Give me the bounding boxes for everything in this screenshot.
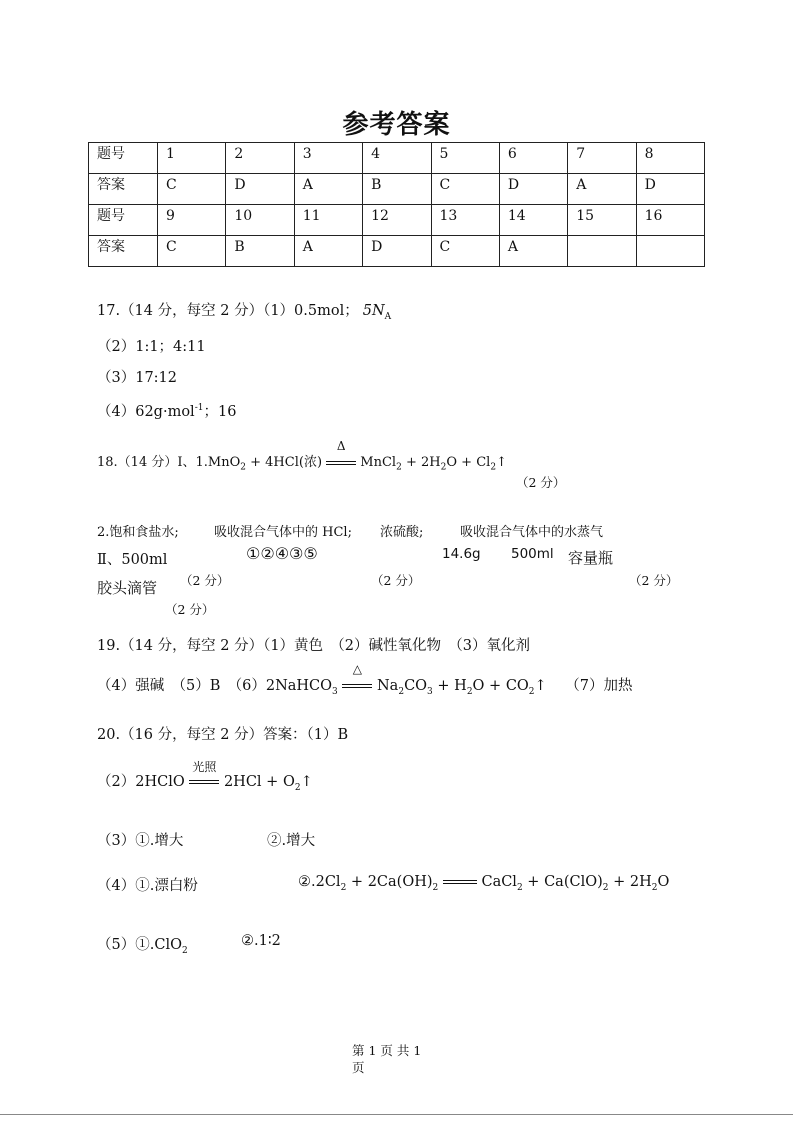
q20-line-4a: （4）①.漂白粉	[97, 878, 198, 894]
q18-line-4a: 胶头滴管	[97, 579, 158, 597]
q18-score-4: （2 分）	[629, 573, 679, 588]
q20-clo2: ClO	[154, 937, 182, 953]
q18-line-2b: 吸收混合气体中的 HCl;	[214, 525, 352, 540]
q18-label: 18.（14 分）Ⅰ、1.	[97, 455, 208, 470]
q18-plus: +	[461, 455, 473, 470]
q20-line-1: 20.（16 分，每空 2 分）答案：（1）B	[97, 727, 349, 743]
table-cell: 7	[568, 143, 636, 174]
q17-header-text: 17.（14 分，每空 2 分）（1）0.5mol；	[97, 303, 359, 319]
table-cell	[568, 236, 636, 267]
q19-sub: 3	[427, 686, 433, 697]
table-cell: 1	[158, 143, 226, 174]
table-cell: B	[226, 236, 294, 267]
q20-sub: 2	[602, 882, 609, 893]
table-cell: A	[294, 174, 362, 205]
q18-sub: 2	[490, 462, 497, 473]
table-cell: 9	[158, 205, 226, 236]
table-cell: 题号	[89, 205, 158, 236]
table-cell: 3	[294, 143, 362, 174]
q20-line-4b	[298, 874, 669, 893]
table-cell: C	[158, 174, 226, 205]
q20-e-p1: CaCl	[481, 874, 517, 890]
table-cell	[636, 236, 704, 267]
q18-sub: 2	[396, 462, 402, 473]
q20-plus: +	[266, 774, 279, 790]
q20-plus: +	[527, 874, 540, 890]
q18-score-1: （2 分）	[516, 475, 566, 490]
q18-reaction-condition	[326, 439, 356, 470]
q20-sub: 2	[294, 782, 301, 793]
table-cell: 15	[568, 205, 636, 236]
q19-line-1: 19.（14 分，每空 2 分）（1）黄色 （2）碱性氧化物 （3）氧化剂	[97, 638, 530, 654]
q18-score-2: （2 分）	[180, 573, 230, 588]
q20-reaction-condition	[189, 760, 219, 790]
table-cell: 题号	[89, 143, 158, 174]
heat-symbol: Δ	[336, 439, 346, 453]
q20-line-3b: ②.增大	[267, 833, 316, 849]
table-cell: 2	[226, 143, 294, 174]
q19-p5: CO	[505, 678, 529, 694]
answer-table	[88, 142, 705, 267]
q18-plus: +	[405, 455, 417, 470]
table-cell: D	[363, 236, 431, 267]
q17-answer-4-exp: -1	[194, 403, 204, 414]
table-cell: A	[568, 174, 636, 205]
q17-answer-3: （3）17:12	[97, 370, 178, 386]
q19-reaction-condition	[342, 662, 372, 694]
q19-line-2-b: （7）加热	[565, 678, 633, 694]
q18-mncl2: MnCl	[360, 455, 397, 470]
up-arrow: ↑	[496, 455, 507, 470]
table-cell: 6	[499, 143, 567, 174]
q20-e-oh: (OH)	[396, 874, 433, 890]
page-footer-line-2: 页	[352, 1060, 365, 1075]
q19-plus: +	[489, 678, 502, 694]
equals-sign	[189, 777, 219, 787]
q18-sub: 2	[240, 462, 246, 473]
table-cell: A	[294, 236, 362, 267]
q19-p3: H	[454, 678, 467, 694]
q20-e-p2: Ca	[544, 874, 564, 890]
table-cell: 11	[294, 205, 362, 236]
q18-line-3b: ①②④③⑤	[246, 544, 318, 563]
table-cell: D	[226, 174, 294, 205]
table-cell: 5	[431, 143, 499, 174]
table-cell: A	[499, 236, 567, 267]
q20-line-5b: ②.1∶2	[241, 933, 281, 949]
q18-score-3: （2 分）	[371, 573, 421, 588]
q18-line-3a: Ⅱ、500ml	[97, 552, 168, 568]
q19-p1: Na	[376, 678, 399, 694]
q18-score-5: （2 分）	[165, 602, 215, 617]
q20-plus: +	[613, 874, 626, 890]
q18-cl2: Cl	[476, 455, 491, 470]
avogadro-sub: A	[384, 311, 392, 322]
table-cell: D	[636, 174, 704, 205]
q20-sub: 2	[516, 882, 523, 893]
q18-h2o-o: O	[446, 455, 458, 470]
table-row	[89, 205, 705, 236]
q19-plus: +	[437, 678, 450, 694]
q20-e-o: O	[657, 874, 670, 890]
up-arrow: ↑	[300, 774, 313, 790]
q20-e-clo: (ClO)	[563, 874, 603, 890]
q18-line-3d: 500ml	[511, 546, 554, 562]
q20-plus: +	[350, 874, 364, 890]
table-cell: 13	[431, 205, 499, 236]
heat-triangle: △	[352, 662, 362, 676]
q18-line-2a: 2.饱和食盐水;	[97, 525, 179, 540]
q19-r1: 2NaHCO	[265, 678, 333, 694]
table-row	[89, 143, 705, 174]
q20-line-2-a: （2）	[97, 774, 136, 790]
q20-line-5a-label: （5）①.	[97, 937, 155, 953]
table-cell: D	[499, 174, 567, 205]
table-cell: C	[158, 236, 226, 267]
q17-answer-4-b: ·mol	[162, 404, 195, 420]
q18-mno2: MnO	[207, 455, 241, 470]
up-arrow: ↑	[534, 678, 547, 694]
table-cell: 14	[499, 205, 567, 236]
q18-sub: 2	[440, 462, 447, 473]
q20-line-2	[97, 760, 313, 793]
equals-sign	[443, 877, 477, 887]
bottom-divider	[0, 1114, 793, 1115]
page-footer-line-1: 第 1 页 共 1	[352, 1043, 422, 1058]
q20-e-p3: 2H	[629, 874, 652, 890]
q20-sub: 2	[651, 882, 658, 893]
q19-line-2-a: （4）强碱 （5）B （6）	[97, 678, 266, 694]
q17-answer-4-d: ；16	[203, 404, 237, 420]
table-cell: 16	[636, 205, 704, 236]
q17-answer-2: （2）1:1；4:11	[97, 339, 206, 355]
q18-line-2d: 吸收混合气体中的水蒸气	[460, 525, 604, 540]
table-cell: 答案	[89, 236, 158, 267]
table-cell: 12	[363, 205, 431, 236]
q20-line-5a	[97, 933, 188, 956]
table-row	[89, 174, 705, 205]
q19-p4: O	[472, 678, 485, 694]
table-cell: B	[363, 174, 431, 205]
light-condition: 光照	[192, 760, 217, 774]
table-cell: 4	[363, 143, 431, 174]
table-cell: 10	[226, 205, 294, 236]
q20-p1: 2HCl	[223, 774, 262, 790]
q19-sub: 3	[332, 686, 338, 697]
q18-plus: +	[250, 455, 262, 470]
table-cell: C	[431, 174, 499, 205]
table-cell: 答案	[89, 174, 158, 205]
equals-sign	[342, 681, 372, 691]
q20-sub: 2	[181, 945, 188, 956]
avogadro-value: 5N	[362, 303, 385, 319]
q18-line-2c: 浓硫酸;	[380, 525, 424, 540]
table-cell: 8	[636, 143, 704, 174]
q18-line-3c: 14.6g	[442, 546, 481, 562]
table-row	[89, 236, 705, 267]
equals-sign	[326, 458, 356, 468]
table-cell: C	[431, 236, 499, 267]
q20-e-r2: 2Ca	[367, 874, 397, 890]
q18-line-3e: 容量瓶	[568, 549, 614, 567]
q20-p2: O	[282, 774, 295, 790]
q19-p2: CO	[404, 678, 428, 694]
q20-sub: 2	[432, 882, 439, 893]
q20-sub: 2	[340, 882, 347, 893]
q19-sub: 2	[398, 686, 405, 697]
q18-h2o: 2H	[421, 455, 441, 470]
q20-line-4b-label: ②.	[298, 874, 316, 890]
q17-answer-4	[97, 400, 236, 421]
q20-line-3a: （3）①.增大	[97, 833, 184, 849]
q19-line-2	[97, 662, 633, 697]
q20-e-r1: 2Cl	[315, 874, 341, 890]
q19-sub: 2	[466, 686, 473, 697]
q19-sub: 2	[528, 686, 535, 697]
q18-hcl: 4HCl(浓)	[265, 455, 323, 470]
q17-answer-4-a: （4）62g	[97, 404, 163, 420]
q17-header	[97, 299, 391, 322]
q18-equation-line	[97, 439, 507, 473]
page-title: 参考答案	[342, 110, 451, 140]
q20-r: 2HClO	[135, 774, 185, 790]
